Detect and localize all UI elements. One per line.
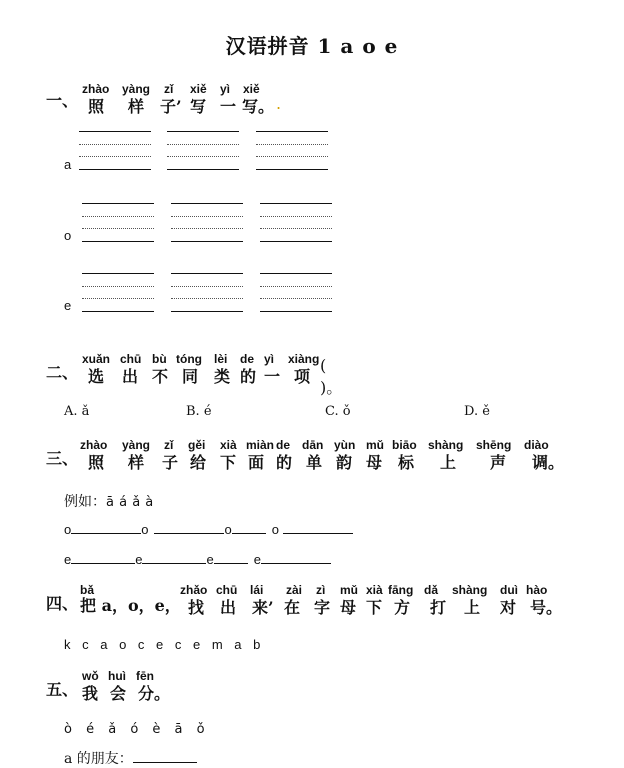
s4-hanzi-8: 打 — [430, 598, 447, 617]
s2-hanzi-5: 的 — [240, 367, 257, 386]
friend-label: a 的朋友： — [64, 751, 133, 767]
s4-pinyin-6: xià — [366, 583, 383, 597]
s3-pinyin-10: biāo — [392, 438, 417, 452]
s4-pinyin-0: zhǎo — [180, 583, 208, 597]
example-row — [64, 491, 153, 511]
s3-hanzi-10: 标 — [398, 453, 415, 472]
row-label-a: a — [64, 157, 72, 172]
line-letter: o — [64, 522, 72, 537]
s1-pinyin-3: xiě — [190, 82, 207, 96]
s4-pinyin-5: mǔ — [340, 583, 358, 597]
writing-box[interactable] — [82, 203, 154, 241]
option-d[interactable]: D. ě — [464, 404, 490, 419]
s3-hanzi-11: 上 — [440, 453, 457, 472]
s1-pinyin-0: zhào — [82, 82, 110, 96]
s3-pinyin-2: zǐ — [164, 438, 174, 452]
s3-hanzi-7: 单 — [306, 453, 323, 472]
s5-pinyin-1: huì — [108, 669, 126, 683]
s3-pinyin-4: xià — [220, 438, 237, 452]
s4-hanzi-3: 在 — [284, 598, 301, 617]
s5-pinyin-2: fēn — [136, 669, 154, 683]
answer-parentheses[interactable]: ( )。 — [320, 356, 343, 397]
friend-row — [64, 748, 197, 768]
page-title: 汉语拼音 1 a o e — [225, 34, 399, 58]
blank-line[interactable] — [261, 552, 331, 564]
line-letter: e — [64, 552, 72, 567]
s3-hanzi-4: 下 — [220, 453, 237, 472]
s2-hanzi-7: 项 — [294, 367, 311, 386]
s5-hanzi-2: 分。 — [138, 684, 171, 703]
s4-pinyin-4: zì — [316, 583, 326, 597]
blank-line[interactable] — [71, 552, 135, 564]
section-2-number: 二、 — [46, 363, 79, 382]
line-letter: o — [271, 522, 279, 537]
s3-hanzi-1: 样 — [128, 453, 145, 472]
s2-pinyin-3: tóng — [176, 352, 202, 366]
section-5-number: 五、 — [46, 680, 79, 699]
s2-hanzi-6: 一 — [264, 367, 281, 386]
s4-pre-hanzi: 把 a，o，e， — [80, 596, 181, 615]
s1-pinyin-1: yàng — [122, 82, 151, 96]
s2-pinyin-4: lèi — [214, 352, 228, 366]
writing-box[interactable] — [79, 131, 151, 169]
line-letter: e — [135, 552, 143, 567]
s2-hanzi-0: 选 — [88, 367, 105, 386]
s1-pinyin-4: yì — [220, 82, 231, 96]
row-label-e: e — [64, 298, 72, 313]
s3-pinyin-8: yùn — [334, 438, 356, 452]
writing-box[interactable] — [171, 273, 243, 311]
blank-line[interactable] — [142, 552, 206, 564]
example-tones: ā á ǎ à — [106, 495, 154, 510]
s1-hanzi-3: 写 — [190, 97, 207, 116]
writing-box[interactable] — [82, 273, 154, 311]
s2-pinyin-6: yì — [264, 352, 275, 366]
blank-line[interactable] — [214, 552, 248, 564]
s3-pinyin-7: dān — [302, 438, 324, 452]
s5-hanzi-1: 会 — [110, 684, 127, 703]
blank-line[interactable] — [283, 522, 353, 534]
option-b[interactable]: B. é — [186, 404, 212, 419]
s4-pinyin-1: chū — [216, 583, 238, 597]
s4-pinyin-8: dǎ — [424, 583, 439, 597]
s4-hanzi-0: 找 — [188, 598, 205, 617]
s3-hanzi-6: 的 — [276, 453, 293, 472]
s4-pinyin-3: zài — [286, 583, 303, 597]
s2-pinyin-2: bù — [152, 352, 167, 366]
s4-hanzi-11: 号。 — [530, 598, 563, 617]
s2-pinyin-7: xiàng — [288, 352, 320, 366]
section-4-number: 四、 — [46, 594, 79, 613]
line-letter: o — [141, 522, 149, 537]
s1-hanzi-1: 样 — [128, 97, 145, 116]
blank-line[interactable] — [71, 522, 141, 534]
s4-hanzi-2: 来’ — [252, 598, 274, 617]
s3-pinyin-12: shēng — [476, 438, 512, 452]
line-letter: e — [206, 552, 214, 567]
s4-hanzi-4: 字 — [314, 598, 331, 617]
s3-hanzi-0: 照 — [88, 453, 105, 472]
section-3-number: 三、 — [46, 449, 79, 468]
option-c[interactable]: C. ǒ — [325, 404, 351, 419]
s2-hanzi-2: 不 — [152, 367, 169, 386]
s4-pre-pinyin: bǎ — [80, 583, 95, 597]
s3-pinyin-1: yàng — [122, 438, 151, 452]
s1-pinyin-2: zǐ — [164, 82, 174, 96]
s1-hanzi-0: 照 — [88, 97, 105, 116]
friend-blank[interactable] — [133, 751, 197, 763]
s3-hanzi-5: 面 — [248, 453, 265, 472]
s2-hanzi-3: 同 — [182, 367, 199, 386]
s3-hanzi-13: 调。 — [532, 453, 565, 472]
s1-pinyin-5: xiě — [243, 82, 260, 96]
s4-hanzi-9: 上 — [464, 598, 481, 617]
s4-hanzi-7: 方 — [394, 598, 411, 617]
line-letter: o — [224, 522, 232, 537]
tone-sequence[interactable]: ò é ǎ ó è ā ǒ — [64, 722, 205, 737]
s3-pinyin-6: de — [276, 438, 291, 452]
writing-box[interactable] — [260, 273, 332, 311]
s2-hanzi-4: 类 — [214, 367, 231, 386]
s2-pinyin-1: chū — [120, 352, 142, 366]
s1-hanzi-4: 一 — [220, 97, 237, 116]
writing-box[interactable] — [167, 131, 239, 169]
blank-line[interactable] — [154, 522, 224, 534]
s4-hanzi-10: 对 — [500, 598, 517, 617]
s4-pinyin-11: hào — [526, 583, 548, 597]
s2-pinyin-5: de — [240, 352, 255, 366]
writing-box[interactable] — [256, 131, 328, 169]
s4-hanzi-1: 出 — [220, 598, 237, 617]
s5-hanzi-0: 我 — [82, 684, 99, 703]
writing-box[interactable] — [260, 203, 332, 241]
s3-pinyin-3: gěi — [188, 438, 206, 452]
blank-line[interactable] — [232, 522, 266, 534]
example-label: 例如： — [64, 494, 106, 510]
section-1-number: 一、 — [46, 91, 79, 110]
s2-pinyin-0: xuǎn — [82, 352, 111, 366]
tone-line-e — [64, 552, 331, 567]
row-label-o: o — [64, 228, 72, 243]
decorative-dot: . — [276, 94, 282, 113]
s4-hanzi-5: 母 — [340, 598, 357, 617]
s4-hanzi-6: 下 — [366, 598, 383, 617]
option-a[interactable]: A. ǎ — [64, 404, 90, 419]
s4-pinyin-2: lái — [250, 583, 264, 597]
writing-box[interactable] — [171, 203, 243, 241]
s4-pinyin-7: fāng — [388, 583, 414, 597]
s1-hanzi-5: 写。 — [242, 97, 275, 116]
s4-pinyin-10: duì — [500, 583, 518, 597]
line-letter: e — [253, 552, 261, 567]
s3-pinyin-11: shàng — [428, 438, 464, 452]
s3-hanzi-9: 母 — [366, 453, 383, 472]
s3-hanzi-12: 声 — [490, 453, 507, 472]
s5-pinyin-0: wǒ — [82, 669, 99, 683]
s3-pinyin-9: mǔ — [366, 438, 384, 452]
s3-pinyin-0: zhào — [80, 438, 108, 452]
letter-sequence[interactable]: k c a o c e c e m a b — [64, 637, 261, 652]
s2-hanzi-1: 出 — [122, 367, 139, 386]
tone-line-o — [64, 522, 353, 537]
s3-hanzi-3: 给 — [190, 453, 207, 472]
s3-hanzi-8: 韵 — [336, 453, 353, 472]
s3-pinyin-13: diào — [524, 438, 549, 452]
s3-pinyin-5: miàn — [246, 438, 275, 452]
s3-hanzi-2: 子 — [162, 453, 179, 472]
s4-pinyin-9: shàng — [452, 583, 488, 597]
s1-hanzi-2: 子’ — [160, 97, 182, 116]
